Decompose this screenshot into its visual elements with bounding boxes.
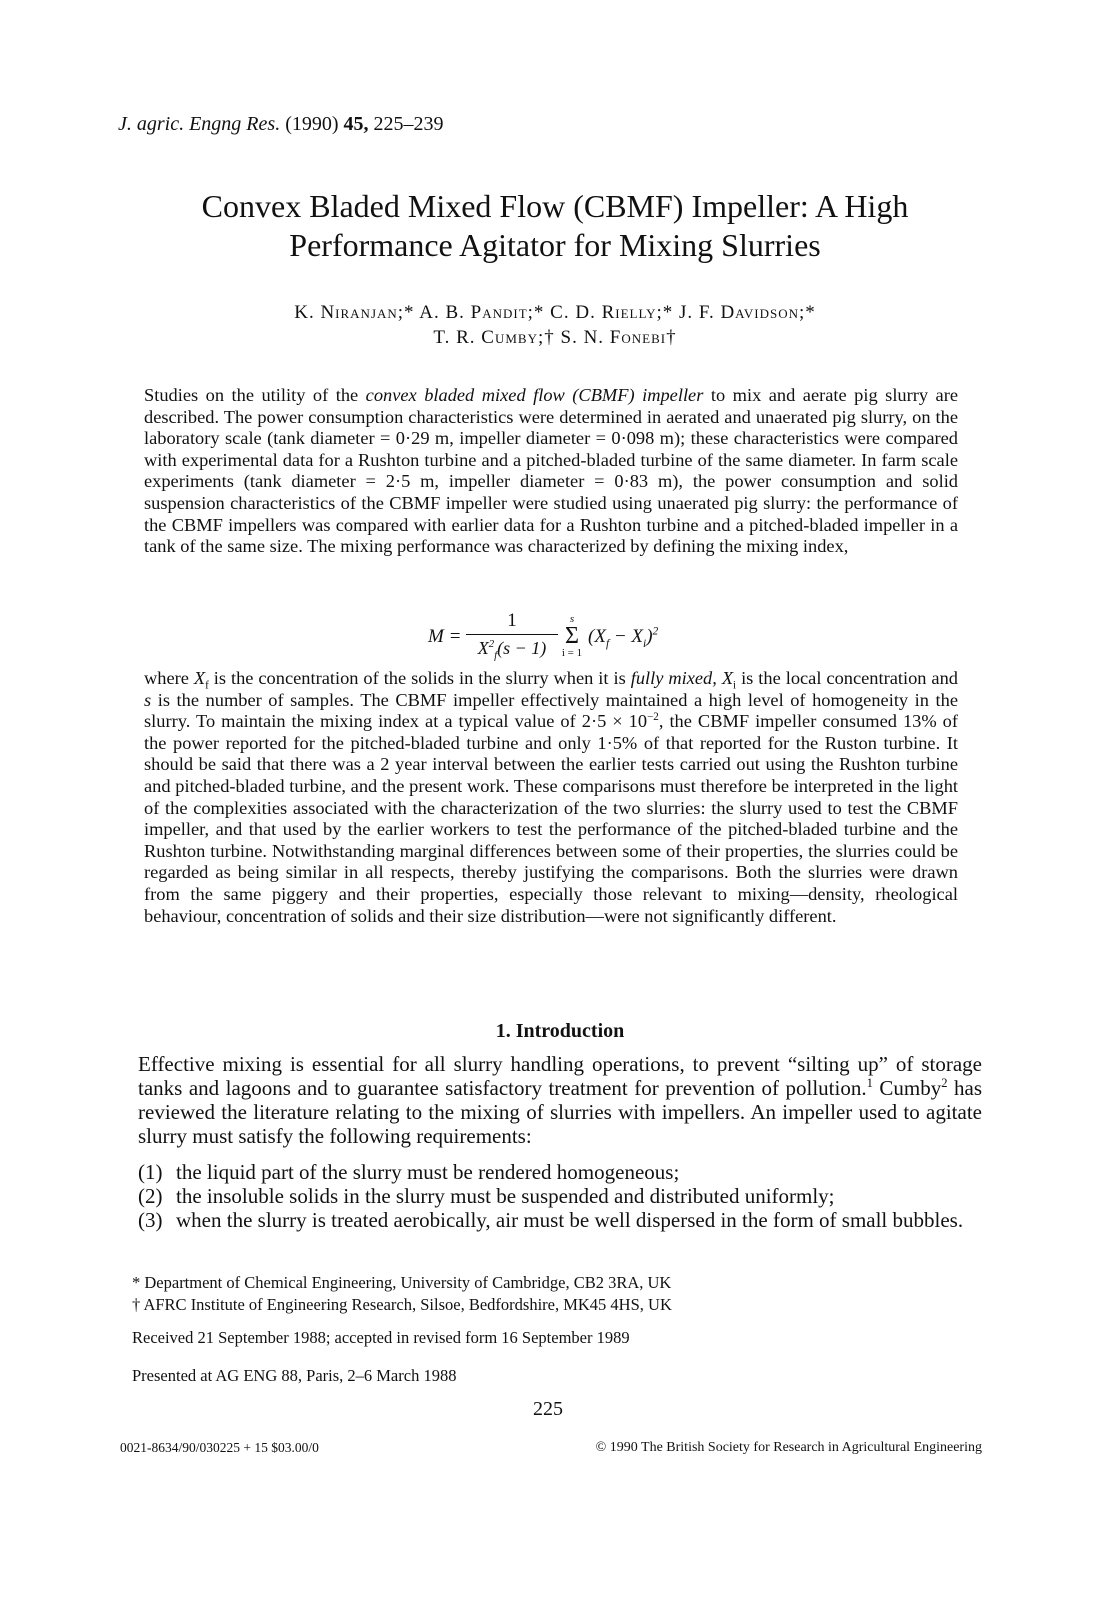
abstract-paragraph-2 bbox=[144, 668, 958, 927]
list-item bbox=[138, 1208, 984, 1232]
list-item-number: (3) bbox=[138, 1208, 163, 1232]
list-item bbox=[138, 1160, 984, 1184]
den-tail: (s − 1) bbox=[497, 638, 547, 658]
summation-symbol bbox=[560, 614, 584, 658]
sum-upper-limit: s bbox=[569, 613, 575, 625]
journal-abbrev: J. agric. Engng Res. bbox=[118, 113, 281, 135]
abstract-italic-text: fully mixed, bbox=[630, 668, 717, 688]
title-line-2: Performance Agitator for Mixing Slurries bbox=[289, 227, 821, 263]
rhs-close: ) bbox=[646, 626, 653, 647]
author-list bbox=[180, 300, 930, 350]
abstract-paragraph-1 bbox=[144, 385, 958, 558]
reference-marker-1: 1 bbox=[866, 1076, 873, 1090]
footnote-cambridge: * Department of Chemical Engineering, University of Cambridge, CB2 3RA, UK bbox=[132, 1273, 672, 1292]
rhs-sub-i: i bbox=[643, 637, 647, 650]
section-heading-introduction: 1. Introduction bbox=[495, 1020, 625, 1042]
list-item-text: when the slurry is treated aerobically, air must be well dispersed in the form of small bubbles. bbox=[176, 1208, 964, 1232]
abstract-text: is the number of samples. The CBMF impeller effectively maintained a high level of homogeneity in the slurry. To maintain the mixing index at a typical value of 2·5 × 10 bbox=[144, 689, 958, 732]
sigma-icon: Σ bbox=[565, 623, 579, 649]
mixing-index-equation bbox=[420, 608, 720, 668]
abstract-text: to mix and aerate pig slurry are described. The power consumption characteristics were determined in aerated and unaerated pig slurry, on the laboratory scale (tank diameter = 0·29 m, impeller diameter = 0·098 m); these characteristics were compared with experimental data for a Rushton turbine and a pitched-bladed turbine of the same diameter. In farm scale experiments (tank diameter = 2·5 m, impeller diameter = 0·83 m), the power consumption and solid suspension characteristics of the CBMF impeller were studied using unaerated pig slurry: the performance of the CBMF impellers was compared with earlier data for a Rushton turbine and a pitched-bladed impeller in a tank of the same size. The mixing performance was characterized by defining the mixing index, bbox=[144, 385, 959, 557]
sum-lower-limit: i = 1 bbox=[561, 647, 583, 659]
footnote-afrc: † AFRC Institute of Engineering Research, Silsoe, Bedfordshire, MK45 4HS, UK bbox=[132, 1295, 672, 1314]
title-line-1: Convex Bladed Mixed Flow (CBMF) Impeller: A High bbox=[201, 188, 909, 224]
copyright-notice: © 1990 The British Society for Research in Agricultural Engineering bbox=[595, 1440, 982, 1455]
rhs-sub-f: f bbox=[605, 637, 610, 650]
requirements-list bbox=[138, 1160, 984, 1232]
intro-text-a: Effective mixing is essential for all slurry handling operations, to prevent “silting up” of storage tanks and lagoons and to guarantee satisfactory treatment for prevention of pollution. bbox=[138, 1052, 982, 1100]
intro-text-b: Cumby bbox=[872, 1076, 942, 1100]
rhs-exponent: 2 bbox=[652, 625, 659, 638]
list-item-number: (1) bbox=[138, 1160, 163, 1184]
equation-rhs bbox=[588, 626, 658, 648]
paper-title bbox=[120, 187, 990, 265]
intro-text bbox=[138, 1052, 982, 1148]
authors-line-2: T. R. Cumby;† S. N. Fonebi† bbox=[433, 327, 677, 348]
var-xi: X bbox=[721, 668, 734, 688]
reference-marker-2: 2 bbox=[941, 1076, 948, 1090]
var-xi-sub: i bbox=[733, 679, 737, 692]
presented-note: Presented at AG ENG 88, Paris, 2–6 March 1988 bbox=[132, 1366, 457, 1385]
journal-pages: 225–239 bbox=[373, 113, 444, 135]
fraction-numerator: 1 bbox=[507, 610, 517, 631]
rhs-minus: − X bbox=[609, 626, 644, 647]
issn-code: 0021-8634/90/030225 + 15 $03.00/0 bbox=[120, 1440, 319, 1455]
equation-lhs: M = bbox=[428, 626, 462, 647]
list-item bbox=[138, 1184, 984, 1208]
den-subscript: f bbox=[494, 649, 498, 662]
equation-fraction bbox=[466, 610, 558, 662]
var-xf: X bbox=[193, 668, 206, 688]
affiliation-footnotes bbox=[132, 1272, 952, 1316]
abstract-part-1 bbox=[144, 385, 958, 558]
abstract-part-2 bbox=[144, 668, 958, 927]
list-item-number: (2) bbox=[138, 1184, 163, 1208]
fraction-denominator bbox=[466, 637, 558, 662]
abstract-text: Studies on the utility of the bbox=[144, 385, 366, 405]
fraction-bar bbox=[466, 634, 558, 635]
intro-text-c: has reviewed the literature relating to the mixing of slurries with impellers. An impeller used to agitate slurry must satisfy the following requirements: bbox=[138, 1076, 982, 1148]
introduction-paragraph bbox=[138, 1052, 982, 1148]
page-number: 225 bbox=[533, 1398, 563, 1420]
list-item-text: the insoluble solids in the slurry must be suspended and distributed uniformly; bbox=[176, 1184, 835, 1208]
abstract-text: where bbox=[144, 668, 194, 688]
var-xf-sub: f bbox=[205, 679, 209, 692]
exponent: −2 bbox=[647, 711, 659, 724]
var-s: s bbox=[144, 689, 152, 710]
abstract-text: is the concentration of the solids in the slurry when it is bbox=[208, 668, 631, 688]
abstract-text: is the local concentration and bbox=[736, 668, 958, 688]
journal-reference bbox=[118, 113, 444, 136]
journal-volume: 45, bbox=[343, 113, 369, 135]
abstract-text: , the CBMF impeller consumed 13% of the power reported for the pitched-bladed turbine and only 1·5% of that reported for the Ruston turbine. It should be said that there was a 2 year interval between the earlier tests carried out using the Rushton turbine and pitched-bladed turbine, and the present work. These comparisons must therefore be interpreted in the light of the complexities associated with the characterization of the two slurries: the slurry used to test the CBMF impeller, and that used by the earlier workers to test the performance of the pitched-bladed turbine and the Rushton turbine. Notwithstanding marginal differences between some of their properties, the slurries could be regarded as being similar in all respects, thereby justifying the comparisons. Both the slurries were drawn from the same piggery and their properties, especially those relevant to mixing—density, rheological behaviour, concentration of solids and their size distribution—were not significantly different. bbox=[144, 711, 959, 926]
den-var: X bbox=[477, 638, 489, 658]
received-date: Received 21 September 1988; accepted in revised form 16 September 1989 bbox=[132, 1328, 630, 1347]
abstract-italic-text: convex bladed mixed flow (CBMF) impeller bbox=[365, 385, 704, 405]
den-superscript: 2 bbox=[488, 638, 495, 650]
authors-line-1: K. Niranjan;* A. B. Pandit;* C. D. Rielly;* J. F. Davidson;* bbox=[294, 302, 816, 323]
journal-year: (1990) bbox=[285, 113, 339, 135]
rhs-open: (X bbox=[588, 626, 606, 647]
list-item-text: the liquid part of the slurry must be rendered homogeneous; bbox=[176, 1160, 680, 1184]
